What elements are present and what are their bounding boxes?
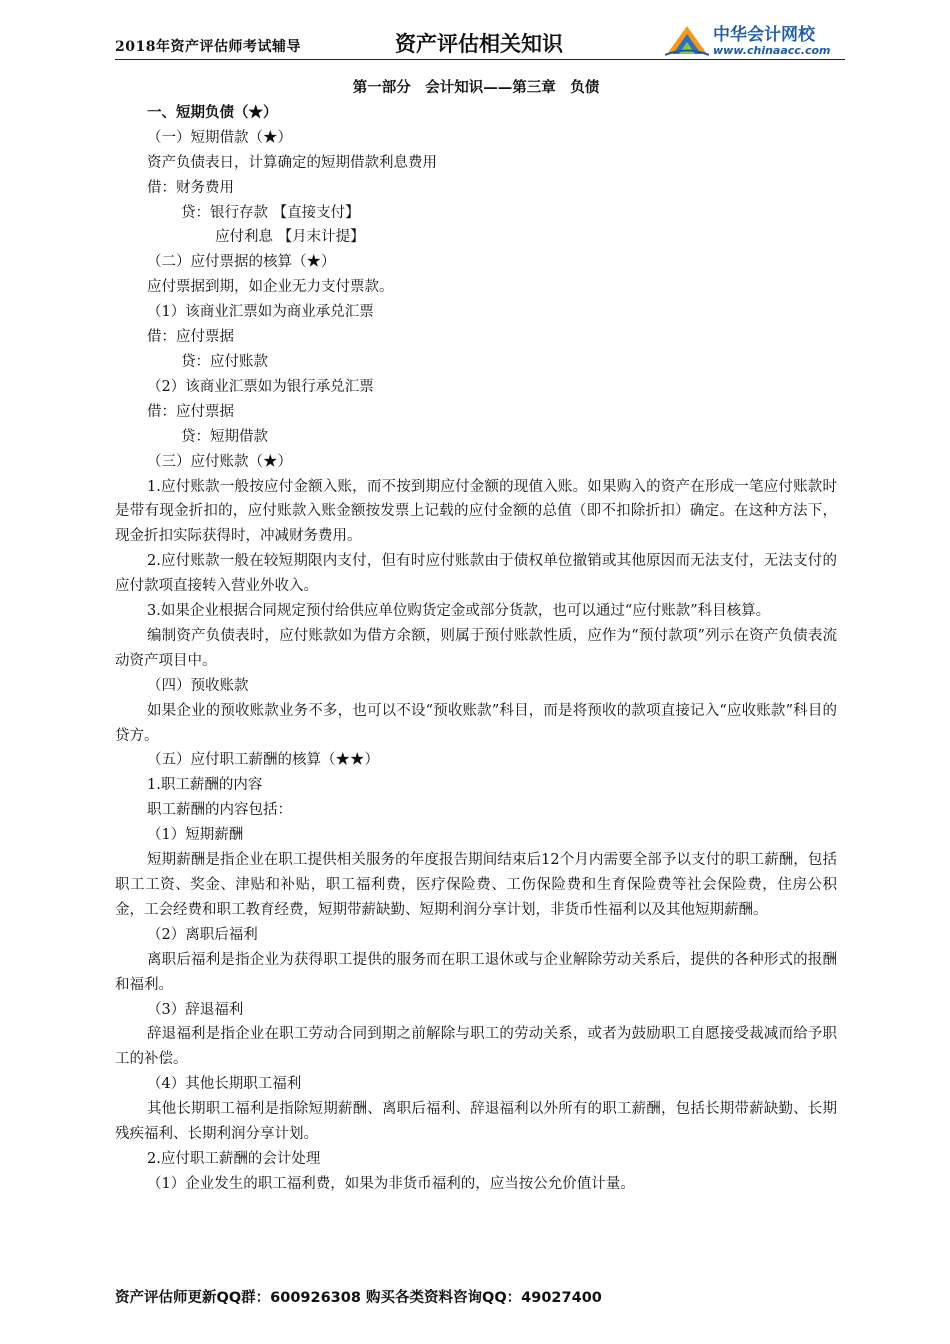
paragraph: 短期薪酬是指企业在职工提供相关服务的年度报告期间结束后12个月内需要全部予以支付的职工薪酬，包括职工工资、奖金、津贴和补贴，职工福利费，医疗保险费、工伤保险费和生育保险费等社会保险费，住房公积金，工会经费和职工教育经费，短期带薪缺勤、短期利润分享计划，非货币性福利以及其他短期薪酬。: [115, 852, 837, 918]
journal-credit: 贷：银行存款 【直接支付】: [181, 204, 360, 221]
subsection-heading: （一）短期借款（★）: [147, 129, 292, 146]
logo-brand-name: 中华会计网校: [713, 25, 815, 45]
subsection-heading: （五）应付职工薪酬的核算（★★）: [147, 752, 379, 769]
item-heading: （3）辞退福利: [147, 1001, 244, 1018]
header-exam-label: 2018年资产评估师考试辅导: [115, 39, 301, 55]
paragraph: 其他长期职工福利是指除短期薪酬、离职后福利、辞退福利以外所有的职工薪酬，包括长期带薪缺勤、长期残疾福利、长期利润分享计划。: [115, 1101, 837, 1143]
header-subject-title: 资产评估相关知识: [395, 31, 563, 56]
paragraph: 辞退福利是指企业在职工劳动合同到期之前解除与职工的劳动关系，或者为鼓励职工自愿接受裁减而给予职工的补偿。: [115, 1026, 837, 1068]
item-heading: （2）离职后福利: [147, 926, 258, 943]
text-line: （1）企业发生的职工福利费，如果为非货币福利的，应当按公允价值计量。: [147, 1175, 635, 1192]
logo-icon: [665, 24, 709, 56]
paragraph: 离职后福利是指企业为获得职工提供的服务而在职工退休或与企业解除劳动关系后，提供的各种形式的报酬和福利。: [115, 951, 837, 993]
page-footer: 资产评估师更新QQ群：600926308 购买各类资料咨询QQ：49027400: [115, 1290, 602, 1306]
paragraph: 编制资产负债表时，应付账款如为借方余额，则属于预付账款性质，应作为“预付款项”列示在资产负债表流动资产项目中。: [115, 627, 837, 669]
subsection-heading: （三）应付账款（★）: [147, 453, 292, 470]
item-heading: （1）该商业汇票如为商业承兑汇票: [147, 304, 374, 321]
paragraph: 1.应付账款一般按应付金额入账，而不按到期应付金额的现值入账。如果购入的资产在形成一笔应付账款时是带有现金折扣的，应付账款入账金额按发票上记载的应付金额的总值（即不扣除折扣）确定。在这种方法下，现金折扣实际获得时，冲减财务费用。: [115, 478, 837, 545]
item-heading: （2）该商业汇票如为银行承兑汇票: [147, 378, 374, 395]
journal-debit: 借：财务费用: [147, 179, 234, 196]
paragraph: 如果企业的预收账款业务不多，也可以不设“预收账款”科目，而是将预收的款项直接记入“应收账款”科目的贷方。: [115, 702, 837, 744]
page-header: [115, 18, 845, 58]
section-heading: 一、短期负债（★）: [147, 103, 278, 121]
subsection-heading: （二）应付票据的核算（★）: [147, 254, 336, 271]
item-heading: 2.应付职工薪酬的会计处理: [147, 1150, 321, 1167]
header-divider: [115, 59, 845, 60]
logo-website: www.chinaacc.com: [713, 44, 831, 57]
journal-debit: 借：应付票据: [147, 403, 234, 420]
journal-credit: 贷：短期借款: [181, 428, 268, 445]
text-line: 资产负债表日，计算确定的短期借款利息费用: [147, 154, 437, 171]
chapter-title: 第一部分 会计知识——第三章 负债: [352, 79, 600, 96]
journal-debit: 借：应付票据: [147, 329, 234, 346]
brand-logo: [665, 20, 843, 60]
document-body: [115, 76, 837, 1197]
subsection-heading: （四）预收账款: [147, 677, 249, 694]
paragraph: 2.应付账款一般在较短期限内支付，但有时应付账款由于债权单位撤销或其他原因而无法支付，无法支付的应付款项直接转入营业外收入。: [115, 553, 837, 595]
journal-credit: 应付利息 【月末计提】: [215, 229, 365, 246]
item-heading: 1.职工薪酬的内容: [147, 777, 263, 794]
text-line: 应付票据到期，如企业无力支付票款。: [147, 279, 394, 296]
item-heading: （4）其他长期职工福利: [147, 1076, 302, 1093]
journal-credit: 贷：应付账款: [181, 353, 268, 370]
paragraph: 3.如果企业根据合同规定预付给供应单位购货定金或部分货款，也可以通过“应付账款”科目核算。: [147, 603, 771, 620]
text-line: 职工薪酬的内容包括：: [147, 802, 292, 819]
item-heading: （1）短期薪酬: [147, 827, 244, 844]
